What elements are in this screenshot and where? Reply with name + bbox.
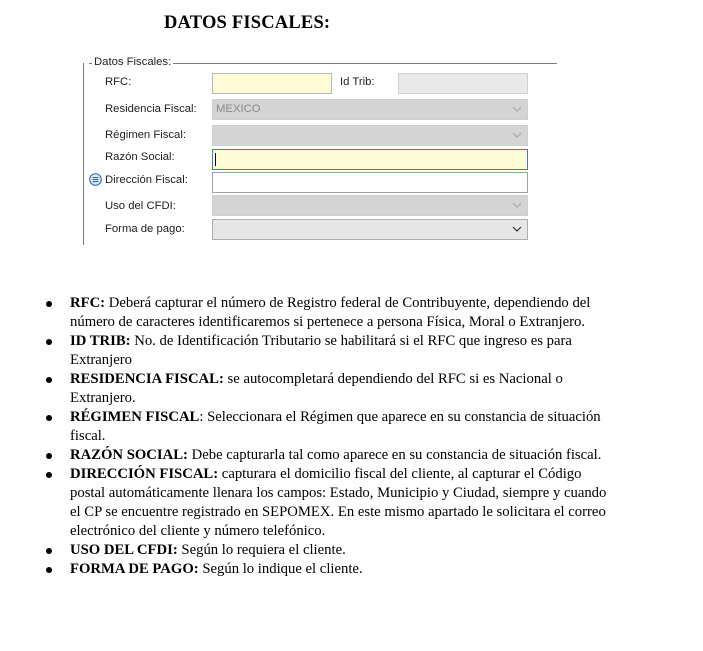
idtrib-input[interactable] <box>398 73 528 94</box>
list-item-text: Deberá capturar el número de Registro federal de Contribuyente, dependiendo del número de caracteres identificaremos si pertenece a persona Física, Moral o Extranjero. <box>70 295 591 330</box>
residencia-select[interactable] <box>212 99 528 120</box>
list-item-term: RESIDENCIA FISCAL: <box>70 371 224 387</box>
chevron-down-icon <box>512 222 522 236</box>
list-item-term: DIRECCIÓN FISCAL: <box>70 466 219 482</box>
regimen-label: Régimen Fiscal: <box>105 129 186 141</box>
chevron-down-icon <box>512 128 522 142</box>
regimen-select[interactable] <box>212 125 528 146</box>
groupbox-caption: Datos Fiscales: <box>94 56 172 68</box>
forma-pago-select[interactable] <box>212 219 528 240</box>
rfc-label: RFC: <box>105 76 132 88</box>
bullet-icon <box>46 453 52 459</box>
list-item-text: se autocompletará dependiendo del RFC si es Nacional o Extranjero. <box>70 371 563 406</box>
chevron-down-icon <box>512 102 522 116</box>
list-item-text: Según lo requiera el cliente. <box>177 542 346 558</box>
list-item <box>46 332 616 370</box>
bullet-icon <box>46 377 52 383</box>
idtrib-label: Id Trib: <box>340 76 375 88</box>
bullet-icon <box>46 472 52 478</box>
list-item <box>46 370 616 408</box>
uso-cfdi-label: Uso del CFDI: <box>105 200 176 212</box>
list-item <box>46 541 616 560</box>
residencia-label: Residencia Fiscal: <box>105 103 197 115</box>
residencia-select-value: MEXICO <box>216 103 261 115</box>
direccion-fiscal-label: Dirección Fiscal: <box>105 174 188 186</box>
list-item-text: Según lo indique el cliente. <box>198 561 363 577</box>
list-item-text: Debe capturarla tal como aparece en su constancia de situación fiscal. <box>187 447 602 463</box>
list-item-term: RFC: <box>70 295 106 311</box>
text-caret <box>215 153 216 166</box>
list-item-term: RAZÓN SOCIAL: <box>70 447 188 463</box>
document-title: DATOS FISCALES: <box>164 13 331 33</box>
address-list-icon[interactable] <box>89 173 102 186</box>
bullet-icon <box>46 548 52 554</box>
list-item-text: No. de Identificación Tributario se habilitará si el RFC que ingreso es para Extranjero <box>70 333 572 368</box>
list-item-text: : Seleccionara el Régimen que aparece en su constancia de situación fiscal. <box>70 409 601 444</box>
fiscal-data-form <box>83 57 557 245</box>
list-item <box>46 560 616 579</box>
chevron-down-icon <box>512 198 522 212</box>
bullet-icon <box>46 415 52 421</box>
field-descriptions-list <box>46 294 616 579</box>
uso-cfdi-select[interactable] <box>212 195 528 216</box>
razon-social-label: Razón Social: <box>105 151 175 163</box>
list-item <box>46 465 616 541</box>
rfc-input[interactable] <box>212 73 332 94</box>
list-item-term: FORMA DE PAGO: <box>70 561 199 577</box>
list-item-text: capturara el domicilio fiscal del cliente, al capturar el Código postal automáticamente llenara los campos: Estado, Municipio y Ciudad, siempre y cuando el CP se encuentre registrado en SEPOMEX. En este mismo apartado le solicitara el correo electrónico del cliente y número telefónico. <box>70 466 607 539</box>
list-item <box>46 408 616 446</box>
razon-social-input[interactable] <box>212 149 528 170</box>
list-item <box>46 294 616 332</box>
list-item-term: ID TRIB: <box>70 333 131 349</box>
list-item-term: RÉGIMEN FISCAL <box>70 409 200 425</box>
list-item <box>46 446 616 465</box>
list-item-term: USO DEL CFDI: <box>70 542 178 558</box>
bullet-icon <box>46 301 52 307</box>
bullet-icon <box>46 567 52 573</box>
groupbox-border-left <box>83 63 84 245</box>
bullet-icon <box>46 339 52 345</box>
forma-pago-label: Forma de pago: <box>105 223 185 235</box>
direccion-fiscal-input[interactable] <box>212 172 528 193</box>
